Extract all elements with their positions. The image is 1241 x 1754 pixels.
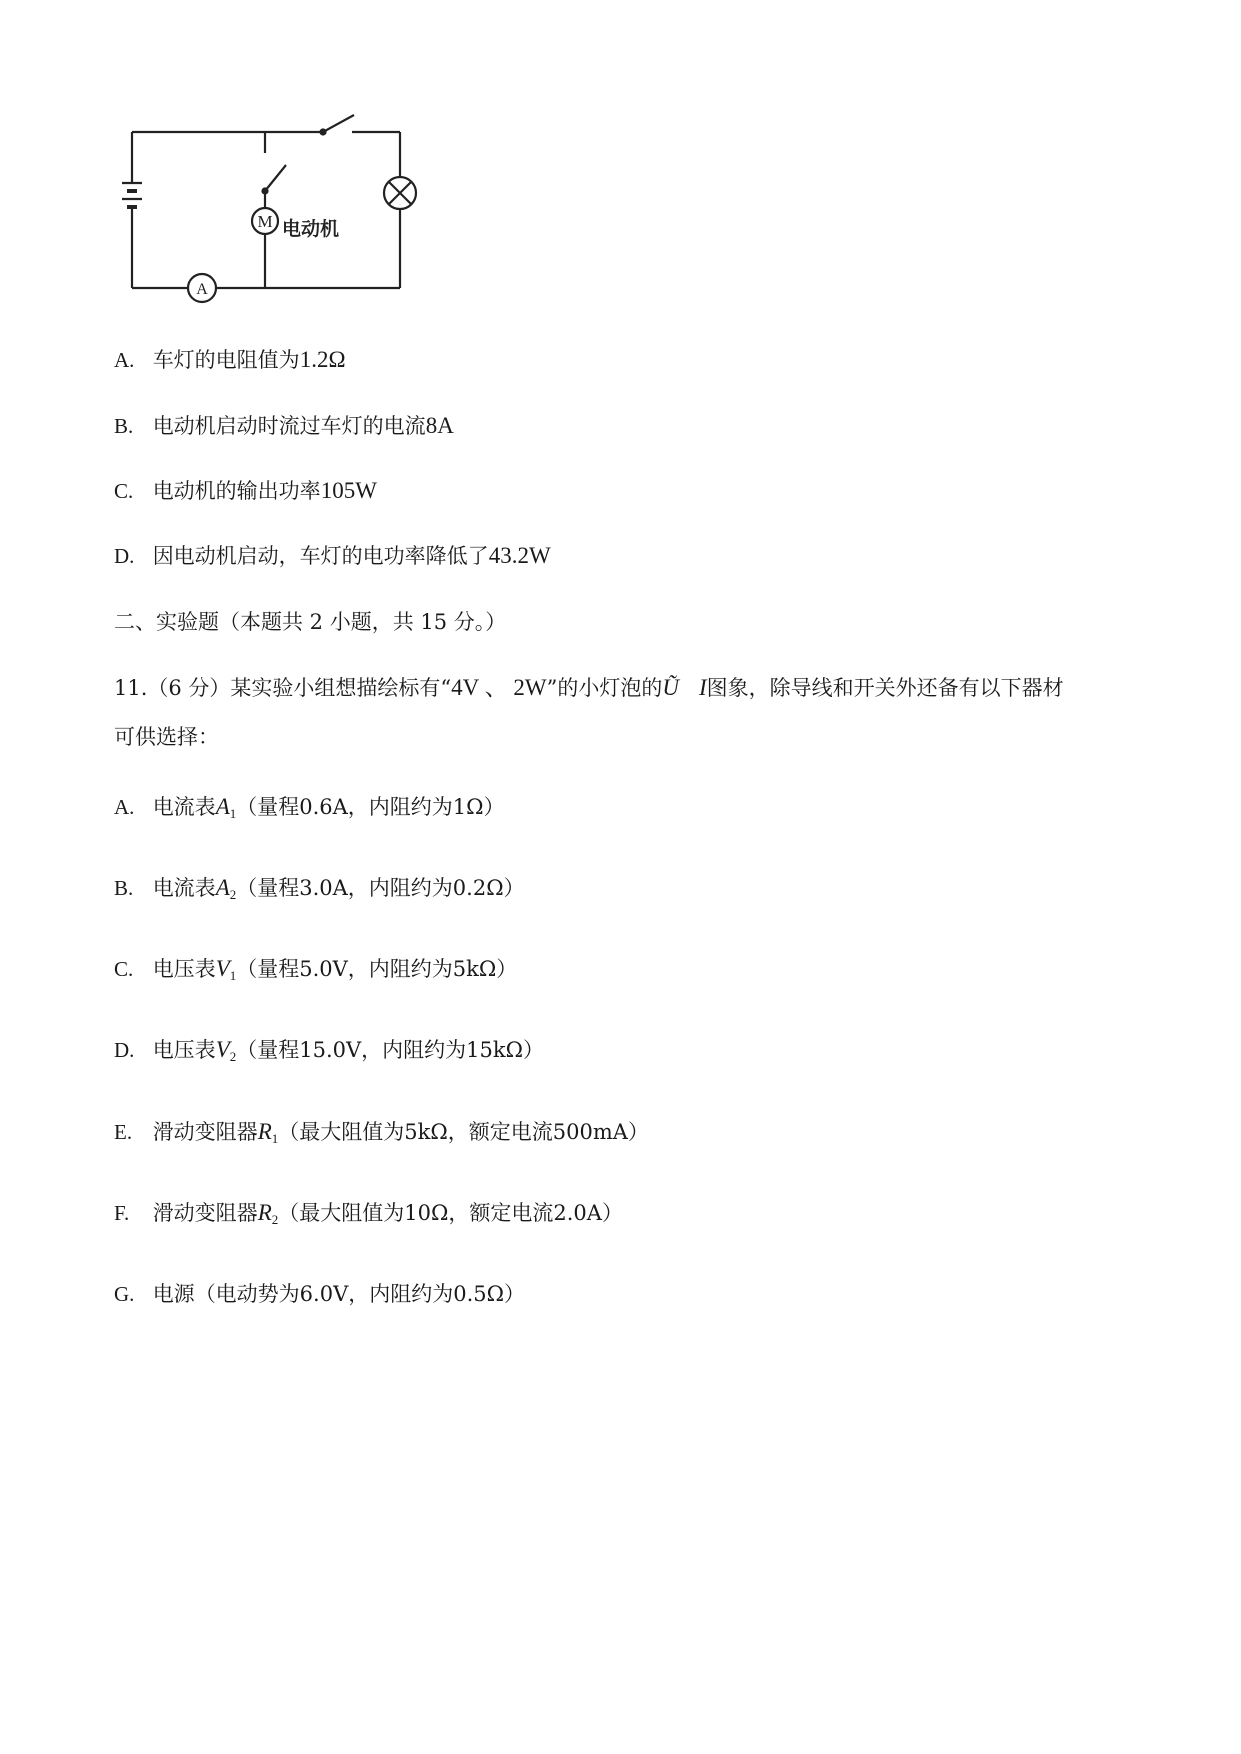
equipment-item-a: A. 电流表$A_1$（量程0.6A，内阻约为1Ω） xyxy=(114,794,505,821)
q10-option-d: D. 因电动机启动，车灯的电功率降低了43.2W xyxy=(114,543,551,568)
equipment-item-e: E. 滑动变阻器$R_1$（最大阻值为5kΩ，额定电流500mA） xyxy=(114,1119,649,1146)
q11-stem-line2: 可供选择： xyxy=(114,725,219,749)
motor-label: 电动机 xyxy=(282,218,340,240)
equipment-item-c: C. 电压表$V_1$（量程5.0V，内阻约为5kΩ） xyxy=(114,956,518,983)
equipment-item-g: G. 电源（电动势为6.0V，内阻约为0.5Ω） xyxy=(114,1282,526,1306)
motor-icon xyxy=(252,208,278,234)
q10-option-c: C. 电动机的输出功率105W xyxy=(114,478,377,503)
ammeter-icon xyxy=(188,274,216,302)
equipment-item-b: B. 电流表$A_2$（量程3.0A，内阻约为0.2Ω） xyxy=(114,875,525,902)
equipment-item-d: D. 电压表$V_2$（量程15.0V，内阻约为15kΩ） xyxy=(114,1037,545,1064)
section-heading: 二、实验题（本题共 2 小题，共 15 分。） xyxy=(114,610,507,634)
circuit-diagram xyxy=(120,105,420,310)
svg-text:A: A xyxy=(196,281,208,298)
battery-icon xyxy=(122,183,142,207)
lamp-icon xyxy=(384,177,416,209)
q10-option-a: A. 车灯的电阻值为1.2Ω xyxy=(114,347,346,372)
svg-text:M: M xyxy=(257,212,273,231)
q11-stem: 11.（6 分）某实验小组想描绘标有“4V 、 2W”的小灯泡的Ũ I图象，除导线和开关外还备有以下器材 xyxy=(114,675,1064,700)
q10-option-b: B. 电动机启动时流过车灯的电流8A xyxy=(114,413,454,438)
equipment-item-f: F. 滑动变阻器$R_2$（最大阻值为10Ω，额定电流2.0A） xyxy=(114,1200,623,1227)
